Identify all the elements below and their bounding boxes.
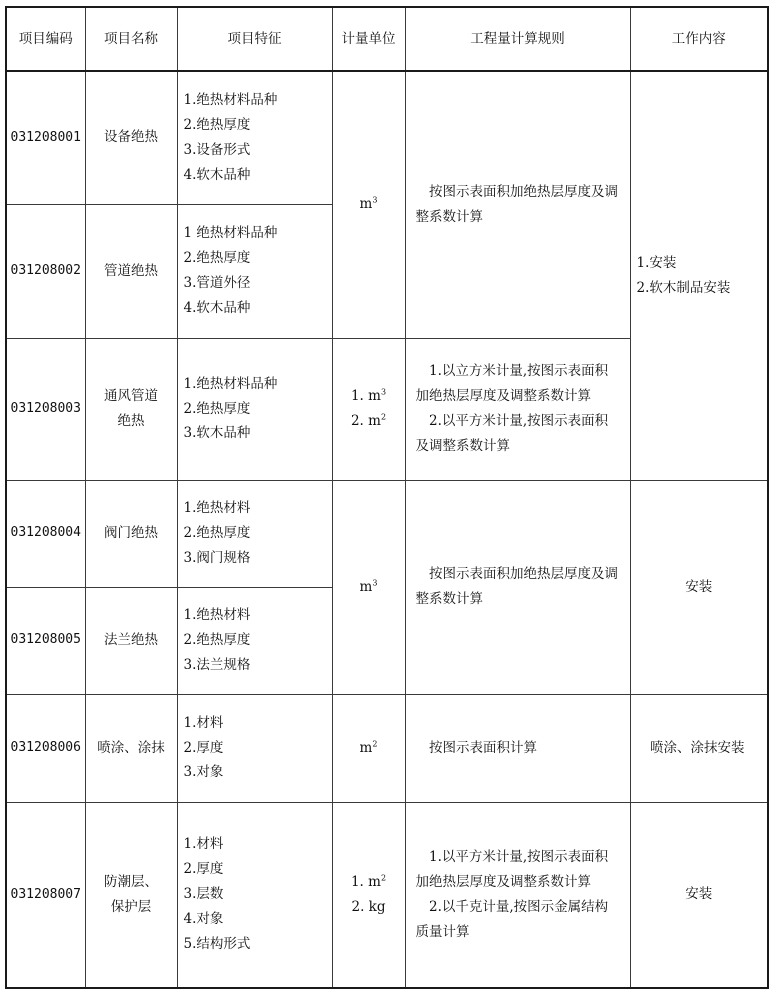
rule-cell	[405, 694, 630, 802]
feature-line: 3.软木品种	[183, 425, 251, 442]
unit-line	[333, 895, 405, 920]
feature-line: 3.管道外径	[183, 275, 251, 291]
feature-line: 4.软木品种	[183, 166, 251, 183]
work-line: 2.软木制品安装	[636, 279, 731, 296]
unit-line	[333, 384, 405, 409]
unit-exponent: 2	[380, 412, 387, 422]
unit-cell	[332, 338, 405, 480]
item-name: 管道绝热	[85, 204, 177, 338]
feature-line: 5.结构形式	[183, 936, 251, 953]
item-name: 阀门绝热	[85, 480, 177, 587]
work-cell	[630, 694, 768, 802]
item-name-line: 绝热	[117, 413, 145, 429]
work-line: 1.安装	[636, 254, 677, 271]
item-name: 喷涂、涂抹	[85, 694, 177, 802]
item-code: 031208001	[6, 71, 85, 204]
feature-line: 1.绝热材料	[183, 500, 251, 517]
item-code: 031208002	[6, 204, 85, 338]
work-cell	[630, 71, 768, 480]
header-row	[6, 7, 768, 71]
feature-line: 3.设备形式	[183, 141, 251, 158]
feature-line: 3.对象	[183, 764, 224, 781]
feature-line: 1 绝热材料品种	[183, 225, 278, 242]
work-text: 喷涂、涂抹安装	[650, 739, 745, 756]
rule-cell	[405, 802, 630, 988]
header-work: 工作内容	[630, 7, 768, 71]
rule-text: 1.以平方米计量,按图示表面积加绝热层厚度及调整系数计算	[415, 848, 609, 890]
table-row	[6, 71, 768, 204]
item-features	[177, 204, 332, 338]
item-features	[177, 338, 332, 480]
item-features	[177, 802, 332, 988]
unit-base: 2. m	[350, 413, 381, 429]
feature-line: 1.绝热材料品种	[183, 91, 278, 108]
work-cell	[630, 802, 768, 988]
unit-exponent: 2	[380, 873, 387, 883]
unit-exponent: 3	[380, 387, 387, 397]
header-name: 项目名称	[85, 7, 177, 71]
item-code: 031208004	[6, 480, 85, 587]
rule-text: 1.以立方米计量,按图示表面积加绝热层厚度及调整系数计算	[415, 363, 609, 405]
feature-line: 2.绝热厚度	[183, 250, 251, 267]
rule-cell	[405, 338, 630, 480]
unit-line	[333, 870, 405, 895]
item-name-line: 防潮层、	[104, 873, 158, 890]
rule-cell	[405, 71, 630, 338]
item-code: 031208007	[6, 802, 85, 988]
feature-line: 4.软木品种	[183, 299, 251, 316]
item-name	[85, 802, 177, 988]
feature-line: 1.材料	[183, 836, 224, 853]
unit-base: m	[359, 578, 373, 595]
feature-line: 2.绝热厚度	[183, 400, 251, 417]
feature-line: 1.绝热材料品种	[183, 375, 278, 392]
item-features	[177, 694, 332, 802]
feature-line: 2.绝热厚度	[183, 632, 251, 649]
table-row	[6, 694, 768, 802]
item-code: 031208006	[6, 694, 85, 802]
item-name-line: 通风管道	[104, 388, 158, 405]
header-features: 项目特征	[177, 7, 332, 71]
item-features	[177, 587, 332, 694]
header-rule: 工程量计算规则	[405, 7, 630, 71]
unit-base: 1. m	[350, 388, 381, 405]
rule-text: 按图示表面积计算	[429, 739, 537, 756]
feature-line: 2.厚度	[183, 739, 224, 756]
item-features	[177, 71, 332, 204]
feature-line: 1.材料	[183, 714, 224, 731]
feature-line: 3.阀门规格	[183, 549, 251, 566]
header-unit: 计量单位	[332, 7, 405, 71]
item-code: 031208005	[6, 587, 85, 694]
feature-line: 3.层数	[183, 886, 224, 903]
work-cell	[630, 480, 768, 694]
unit-base: 1. m	[350, 873, 381, 890]
feature-line: 4.对象	[183, 911, 224, 928]
rule-text: 2.以平方米计量,按图示表面积及调整系数计算	[415, 413, 609, 454]
rule-cell	[405, 480, 630, 694]
unit-cell	[332, 480, 405, 694]
rule-text: 按图示表面积加绝热层厚度及调整系数计算	[415, 183, 618, 225]
unit-cell	[332, 71, 405, 338]
feature-line: 2.绝热厚度	[183, 525, 251, 542]
unit-line	[333, 409, 405, 434]
item-name-line: 保护层	[110, 898, 152, 915]
unit-base: m	[359, 196, 373, 213]
work-text: 安装	[685, 886, 713, 903]
work-text: 安装	[685, 578, 713, 595]
item-name	[85, 338, 177, 480]
measurement-rules-table	[5, 6, 769, 989]
feature-line: 3.法兰规格	[183, 656, 251, 673]
rule-text: 2.以千克计量,按图示金属结构质量计算	[415, 898, 609, 940]
unit-base: m	[359, 739, 373, 756]
unit-exponent: 3	[372, 195, 378, 205]
item-name: 设备绝热	[85, 71, 177, 204]
item-features	[177, 480, 332, 587]
table-row	[6, 480, 768, 587]
feature-line: 1.绝热材料	[183, 607, 251, 624]
unit-cell	[332, 694, 405, 802]
unit-cell	[332, 802, 405, 988]
item-code: 031208003	[6, 338, 85, 480]
table-row	[6, 802, 768, 988]
feature-line: 2.厚度	[183, 861, 224, 878]
rule-text: 按图示表面积加绝热层厚度及调整系数计算	[415, 566, 618, 607]
unit-exponent: 2	[372, 739, 378, 749]
unit-base: 2. kg	[351, 898, 386, 915]
unit-exponent: 3	[372, 578, 378, 588]
header-code: 项目编码	[6, 7, 85, 71]
feature-line: 2.绝热厚度	[183, 116, 251, 133]
item-name: 法兰绝热	[85, 587, 177, 694]
